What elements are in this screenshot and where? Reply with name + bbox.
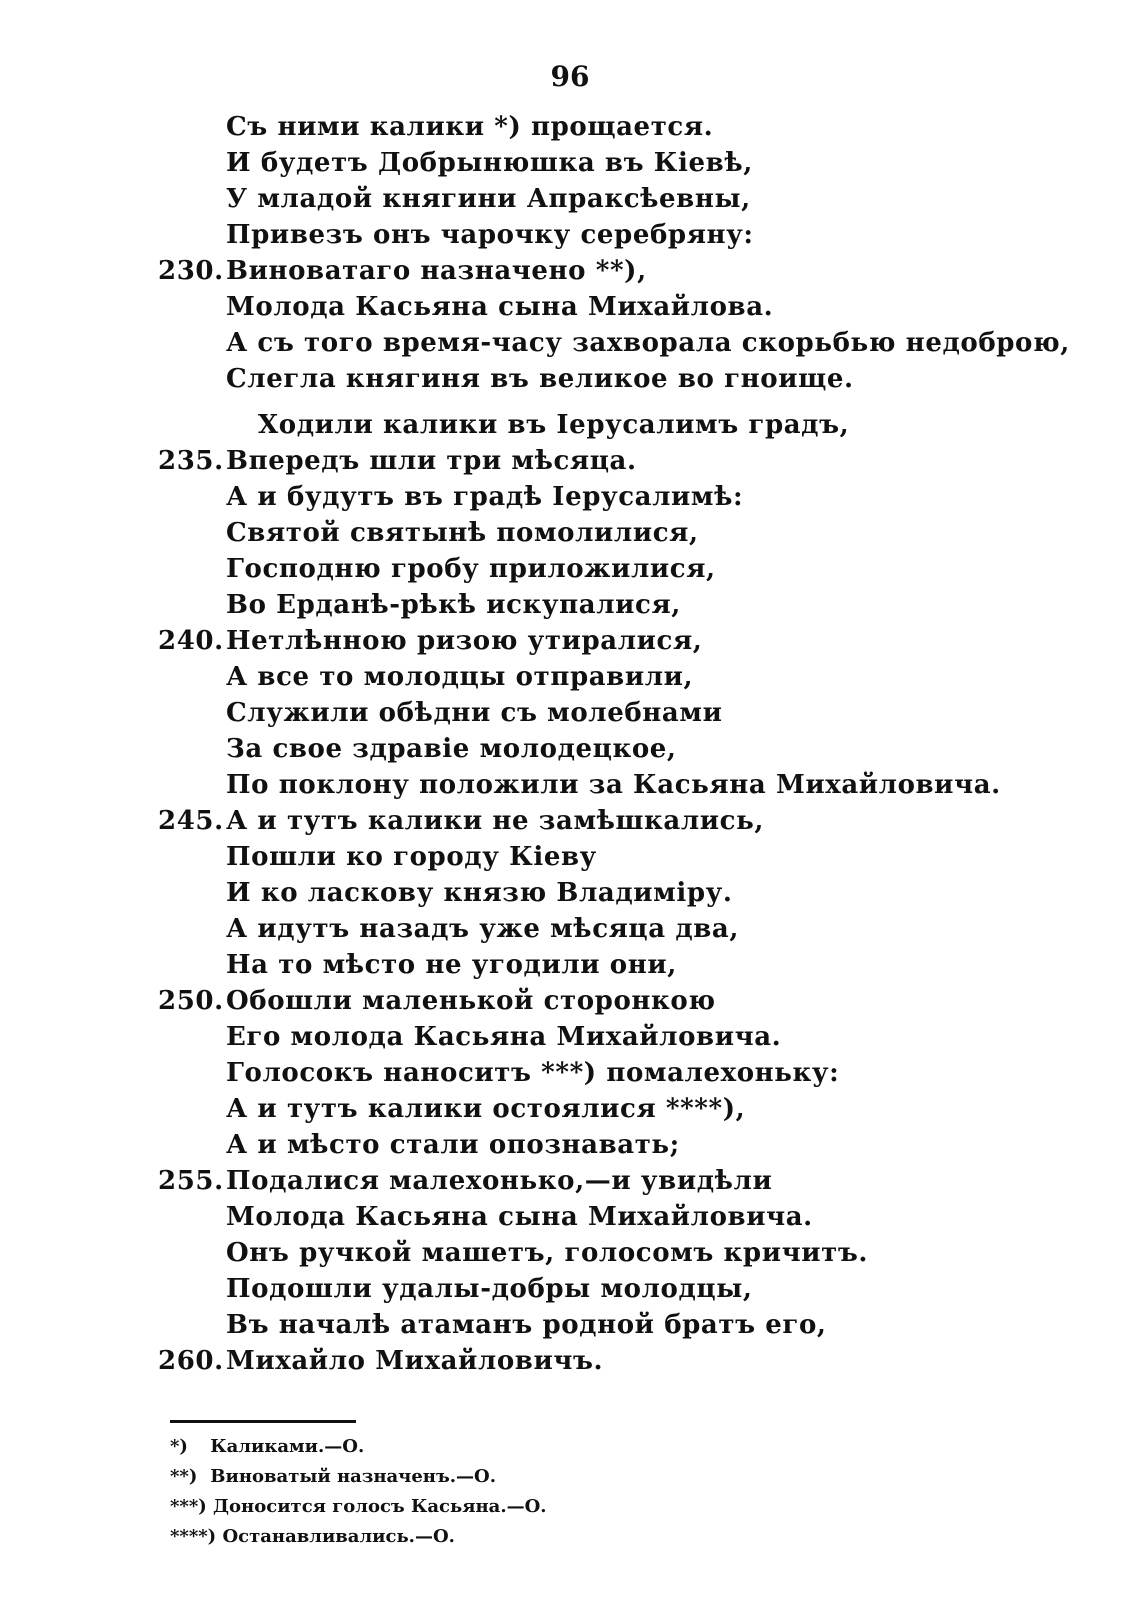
line-number: 250. — [158, 986, 224, 1016]
verse-line-text: Голосокъ наноситъ ***) помалехоньку: — [226, 1058, 840, 1088]
line-number: 240. — [158, 626, 224, 656]
footnote-text: Останавливались.—О. — [222, 1526, 455, 1547]
verse-line-text: А все то молодцы отправили, — [226, 662, 694, 692]
line-number: 245. — [158, 806, 224, 836]
footnote — [170, 1496, 547, 1524]
verse-line-text: Молода Касьяна сына Михайловича. — [226, 1202, 813, 1232]
verse-line-text: По поклону положили за Касьяна Михайловича. — [226, 770, 1001, 800]
footnote — [170, 1466, 496, 1494]
verse-line-text: А съ того время-часу захворала скорьбью недоброю, — [226, 328, 1070, 358]
footnote-text: Каликами.—О. — [210, 1436, 365, 1457]
verse-line-text: Господню гробу приложилися, — [226, 554, 716, 584]
verse-line-text: Впередъ шли три мѣсяца. — [226, 446, 637, 476]
verse-line-text: Его молода Касьяна Михайловича. — [226, 1022, 782, 1052]
verse-line-text: Молода Касьяна сына Михайлова. — [226, 292, 774, 322]
footnote-mark: ***) — [170, 1496, 207, 1517]
verse-line-text: Подошли удалы-добры молодцы, — [226, 1274, 753, 1304]
verse-line-text: Михайло Михайловичъ. — [226, 1346, 604, 1376]
line-number: 230. — [158, 256, 224, 286]
line-number: 260. — [158, 1346, 224, 1376]
line-number: 235. — [158, 446, 224, 476]
verse-line-text: На то мѣсто не угодили они, — [226, 950, 677, 980]
footnote — [170, 1436, 364, 1464]
verse-line-text: А идутъ назадъ уже мѣсяца два, — [226, 914, 740, 944]
footnote-divider — [170, 1420, 356, 1423]
verse-line-text: Въ началѣ атаманъ родной братъ его, — [226, 1310, 827, 1340]
verse-line-text: А и будутъ въ градѣ Іерусалимѣ: — [226, 482, 744, 512]
verse-line-text: У младой княгини Апраксѣевны, — [226, 184, 751, 214]
verse-line-text: Онъ ручкой машетъ, голосомъ кричитъ. — [226, 1238, 869, 1268]
verse-line-text: Пошли ко городу Кіеву — [226, 842, 597, 872]
verse-line-text: А и мѣсто стали опознавать; — [226, 1130, 680, 1160]
verse-line-text: Нетлѣнною ризою утиралися, — [226, 626, 703, 656]
footnote-mark: ****) — [170, 1526, 217, 1547]
verse-line-text: И ко ласкову князю Владиміру. — [226, 878, 733, 908]
footnote-mark: *) — [170, 1436, 188, 1457]
verse-line-text: За свое здравіе молодецкое, — [226, 734, 677, 764]
verse-line-text: Подалися малехонько,—и увидѣли — [226, 1166, 773, 1196]
verse-line-text: Ходили калики въ Іерусалимъ градъ, — [258, 410, 850, 440]
page-number: 96 — [550, 60, 590, 93]
verse-line-text: Обошли маленькой сторонкою — [226, 986, 716, 1016]
verse-line-text: А и тутъ калики не замѣшкались, — [226, 806, 765, 836]
footnote-text: Доносится голосъ Касьяна.—О. — [213, 1496, 547, 1517]
verse-line-text: Виноватаго назначено **), — [226, 256, 647, 286]
line-number: 255. — [158, 1166, 224, 1196]
footnote-mark: **) — [170, 1466, 198, 1487]
footnote-text: Виноватый назначенъ.—О. — [210, 1466, 496, 1487]
verse-line-text: Привезъ онъ чарочку серебряну: — [226, 220, 754, 250]
verse-line-text: Святой святынѣ помолилися, — [226, 518, 699, 548]
verse-line-text: Служили обѣдни съ молебнами — [226, 698, 723, 728]
verse-line-text: Слегла княгиня въ великое во гноище. — [226, 364, 854, 394]
verse-line-text: И будетъ Добрынюшка въ Кіевѣ, — [226, 148, 753, 178]
verse-line-text: Съ ними калики *) прощается. — [226, 112, 714, 142]
verse-line-text: А и тутъ калики остоялися ****), — [226, 1094, 746, 1124]
verse-line-text: Во Ерданѣ-рѣкѣ искупалися, — [226, 590, 681, 620]
footnote — [170, 1526, 455, 1554]
